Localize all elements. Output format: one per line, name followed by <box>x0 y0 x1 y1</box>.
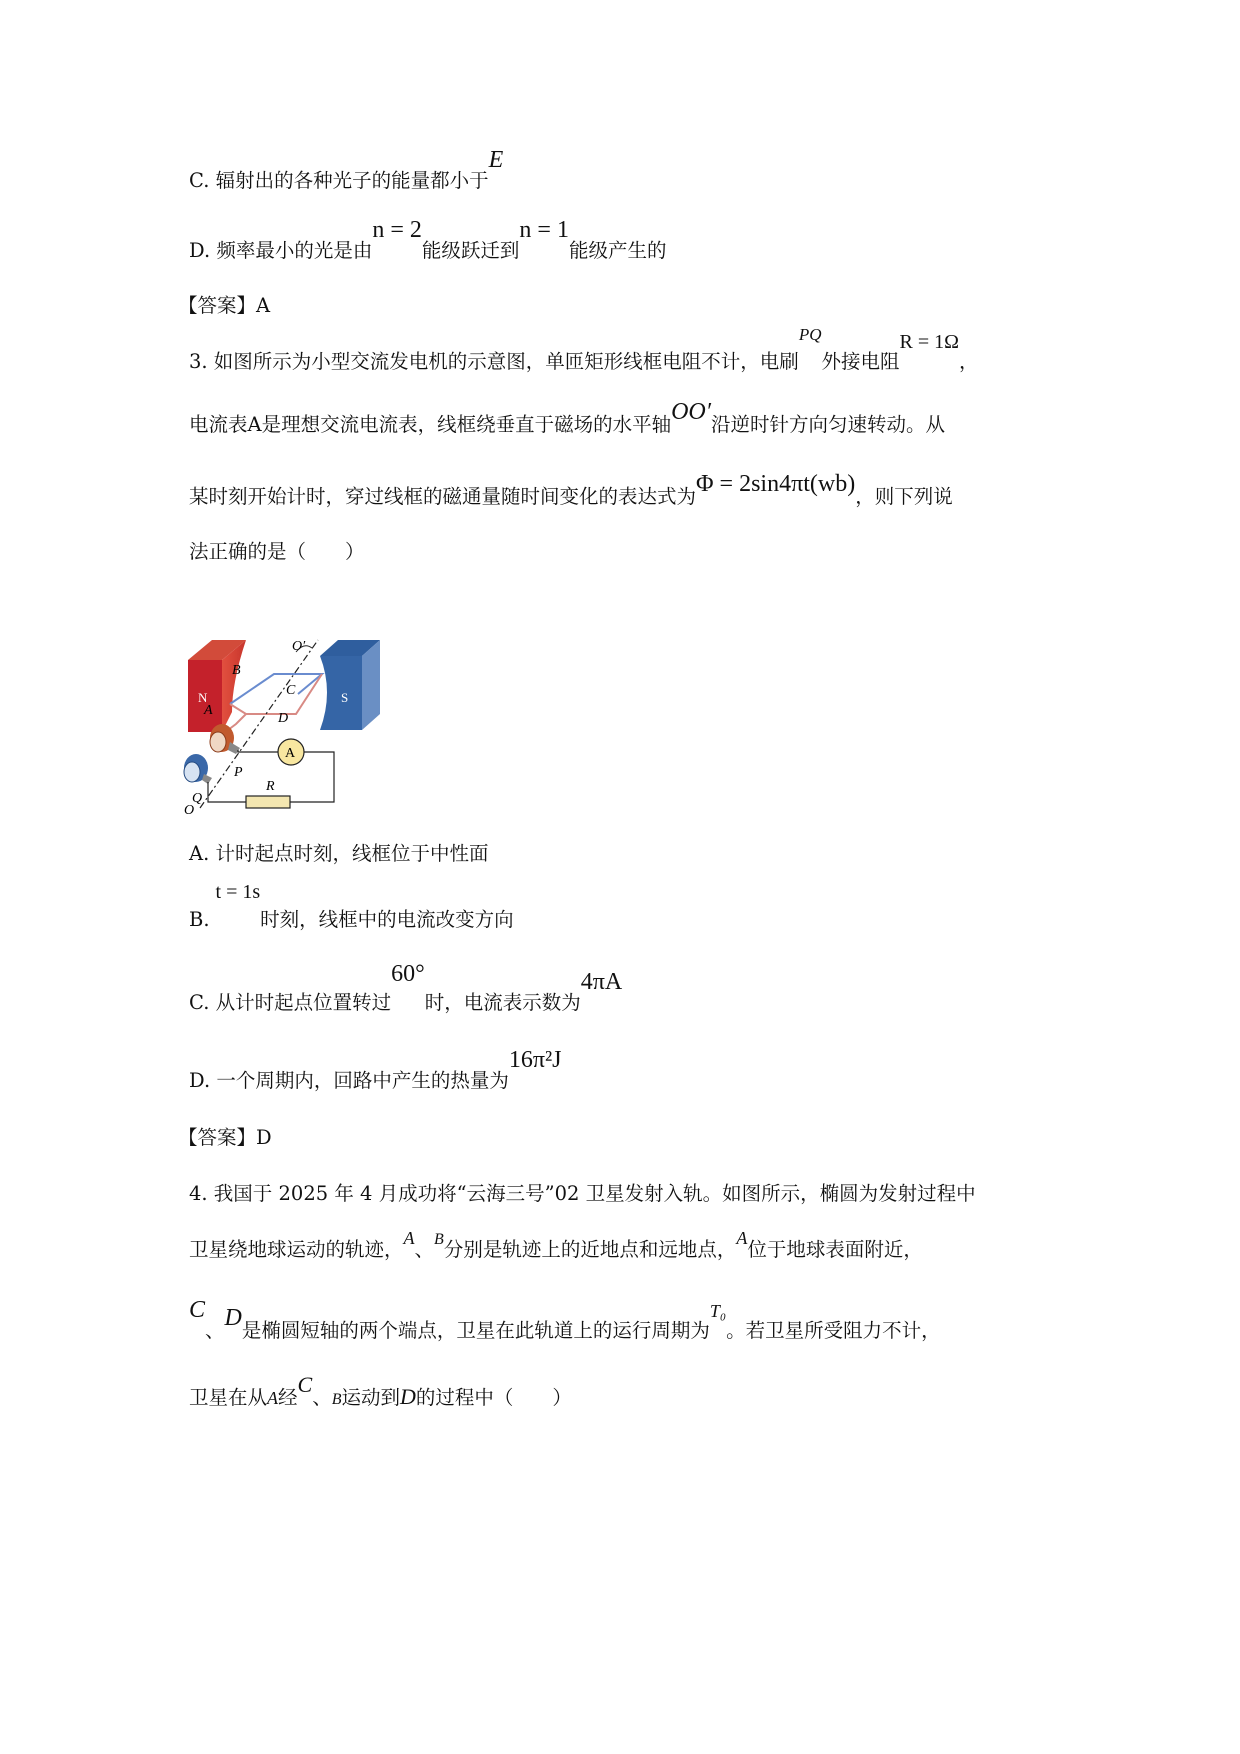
label-a: A <box>204 703 213 718</box>
south-magnet <box>320 640 380 730</box>
q4-line-4-text-2: 经 <box>278 1386 298 1409</box>
q3-line-2-text-1: 电流表A是理想交流电流表，线框绕垂直于磁场的水平轴 <box>189 413 672 436</box>
brush-q <box>202 774 212 784</box>
label-o: O <box>184 803 195 818</box>
q4-line-2 <box>189 1228 923 1261</box>
q3-option-d-text-1: D. 一个周期内，回路中产生的热量为 <box>189 1069 509 1092</box>
math-c-2: C <box>297 1372 313 1397</box>
math-t1s: t = 1s <box>215 881 261 903</box>
math-b: B <box>434 1231 444 1248</box>
q3-line-1-text-1: 3. 如图所示为小型交流发电机的示意图，单匝矩形线框电阻不计，电刷 <box>189 350 799 373</box>
label-o-prime: O′ <box>292 639 306 654</box>
resistor <box>246 796 290 808</box>
q2-option-c <box>189 147 504 192</box>
math-flux: Φ = 2sin4πt(wb) <box>696 471 856 497</box>
label-d: D <box>278 711 289 726</box>
q3-line-1 <box>189 325 979 373</box>
math-c: C <box>189 1297 206 1323</box>
north-label: N <box>198 690 208 705</box>
q4-line-2-text-3: 分别是轨迹上的近地点和远地点， <box>443 1238 737 1261</box>
q4-line-2-text-2: 、 <box>414 1238 435 1261</box>
math-e: E <box>488 147 504 173</box>
math-a-3: A <box>267 1388 279 1408</box>
q3-line-3 <box>189 471 953 508</box>
q4-line-3-text-3: 。若卫星所受阻力不计， <box>726 1319 941 1342</box>
q4-line-2-text-1: 卫星绕地球运动的轨迹， <box>189 1238 404 1261</box>
q4-line-4-text-3: 、 <box>312 1386 332 1409</box>
north-magnet <box>188 640 246 732</box>
q3-option-a: A. 计时起点时刻，线框位于中性面 <box>189 842 489 865</box>
math-4pia: 4πA <box>580 969 623 995</box>
q3-line-4: 法正确的是（ ） <box>189 540 365 563</box>
q4-line-2-text-4: 位于地球表面附近， <box>747 1238 923 1261</box>
q3-option-b <box>189 881 514 931</box>
math-a-2: A <box>736 1228 748 1248</box>
q3-option-b-text-2: 时刻，线框中的电流改变方向 <box>260 908 514 931</box>
q4-line-3-text-1: 、 <box>205 1319 225 1342</box>
q2-option-d-text-2: 能级跃迁到 <box>421 239 520 262</box>
q2-answer: 【答案】A <box>178 294 271 317</box>
q4-line-1: 4. 我国于 2025 年 4 月成功将“云海三号”02 卫星发射入轨。如图所示，椭圆为发射过程中 <box>189 1182 976 1205</box>
math-n2: n = 2 <box>372 217 422 243</box>
math-60deg: 60° <box>391 961 425 987</box>
q4-line-3-text-2: 是椭圆短轴的两个端点，卫星在此轨道上的运行周期为 <box>241 1319 710 1342</box>
math-a: A <box>403 1228 415 1248</box>
math-b-2: B <box>331 1391 342 1408</box>
math-heat: 16π²J <box>508 1047 562 1073</box>
label-q: Q <box>192 791 203 806</box>
q3-option-d <box>189 1047 562 1092</box>
q2-option-d-text-3: 能级产生的 <box>568 239 667 262</box>
q3-option-b-text-1: B. <box>189 908 210 931</box>
label-r: R <box>266 779 275 794</box>
q2-option-c-text: C. 辐射出的各种光子的能量都小于 <box>189 169 489 192</box>
q4-line-4-text-1: 卫星在从 <box>189 1386 268 1409</box>
math-r: R = 1Ω <box>899 331 959 353</box>
math-n1: n = 1 <box>519 217 569 243</box>
q2-option-d <box>189 217 667 262</box>
coil-frame <box>220 674 322 736</box>
math-oo: OO′ <box>671 399 712 425</box>
math-pq: PQ <box>798 325 822 344</box>
q3-option-c <box>189 961 623 1014</box>
q4-line-4-text-5: 的过程中（ ） <box>415 1386 572 1409</box>
q3-option-c-text-1: C. 从计时起点位置转过 <box>189 991 392 1014</box>
q3-line-2 <box>189 399 946 436</box>
q3-option-c-text-2: 时，电流表示数为 <box>424 991 581 1014</box>
q3-line-1-text-2: 外接电阻 <box>821 350 900 373</box>
math-t0: T₀ <box>709 1301 727 1321</box>
q4-line-3 <box>189 1297 941 1342</box>
q3-line-3-text-1: 某时刻开始计时，穿过线框的磁通量随时间变化的表达式为 <box>189 485 697 508</box>
label-p: P <box>234 765 243 780</box>
q3-line-1-text-3: ， <box>958 350 979 373</box>
q4-line-4-text-4: 运动到 <box>341 1386 401 1409</box>
south-label: S <box>341 690 349 705</box>
q3-line-3-text-2: ，则下列说 <box>855 485 953 508</box>
external-circuit <box>208 750 334 802</box>
math-d-2: D <box>400 1384 416 1409</box>
math-d: D <box>224 1305 242 1331</box>
q3-answer: 【答案】D <box>178 1126 272 1149</box>
q2-option-d-text-1: D. 频率最小的光是由 <box>189 239 373 262</box>
q3-line-2-text-2: 沿逆时针方向匀速转动。从 <box>711 413 946 436</box>
label-c: C <box>286 683 296 698</box>
q4-line-4 <box>189 1372 572 1409</box>
ammeter-label: A <box>285 746 296 761</box>
label-b: B <box>232 663 241 678</box>
generator-figure <box>186 632 406 832</box>
